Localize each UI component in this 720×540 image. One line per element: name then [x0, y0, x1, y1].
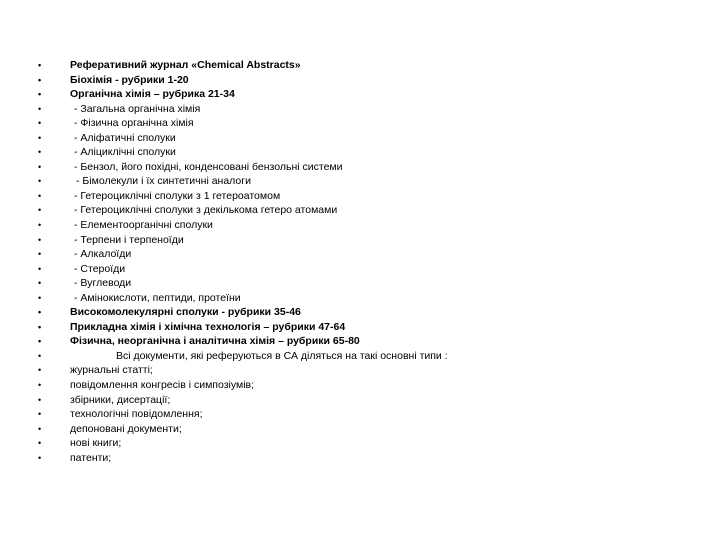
list-item [38, 276, 448, 291]
list-item [38, 102, 448, 117]
list-item-text: технологічні повідомлення; [70, 408, 203, 421]
bullet-icon: • [38, 205, 42, 216]
list-item-text: - Вуглеводи [74, 277, 132, 290]
list-item [38, 349, 448, 364]
list-item [38, 334, 448, 349]
bullet-icon: • [38, 336, 42, 347]
list-item [38, 291, 448, 306]
list-item-text: - Алкалоїди [74, 248, 132, 261]
bullet-icon: • [38, 452, 42, 463]
bullet-icon: • [38, 249, 42, 260]
list-item-text: нові книги; [70, 437, 122, 450]
bullet-icon: • [38, 60, 42, 70]
bullet-icon: • [38, 350, 42, 361]
list-item [38, 116, 448, 131]
list-item [38, 451, 448, 466]
list-item [38, 407, 448, 422]
list-item [38, 73, 448, 88]
list-item-text: - Стероїди [74, 262, 126, 275]
list-item [38, 247, 448, 262]
list-item-text: повідомлення конгресів і симпозіумів; [70, 379, 255, 392]
list-item [38, 320, 448, 335]
bullet-icon: • [38, 132, 42, 143]
bullet-icon: • [38, 394, 42, 405]
list-item-text: Фізична, неорганічна і аналітична хімія – рубрики 65-80 [70, 335, 360, 348]
bullet-icon: • [38, 321, 42, 332]
list-item-text: - Бімолекули і їх синтетичні аналоги [76, 175, 251, 188]
list-item-text: - Гетероциклічні сполуки з декількома гетеро атомами [74, 204, 338, 217]
list-item [38, 363, 448, 378]
list-item-text: Високомолекулярні сполуки - рубрики 35-46 [70, 306, 301, 319]
bullet-icon: • [38, 263, 42, 274]
list-item [38, 131, 448, 146]
list-item [38, 436, 448, 451]
list-item [38, 87, 448, 102]
list-item-text: - Гетероциклічні сполуки з 1 гетероатомом [74, 189, 281, 202]
bullet-list [38, 58, 448, 465]
list-item-text: - Загальна органічна хімія [74, 102, 201, 115]
bullet-icon: • [38, 278, 42, 289]
list-item-text: - Аліфатичні сполуки [74, 131, 176, 144]
bullet-icon: • [38, 147, 42, 158]
list-item-text: депоновані документи; [70, 422, 182, 435]
bullet-icon: • [38, 423, 42, 434]
list-item-text: Прикладна хімія і хімічна технологія – рубрики 47-64 [70, 320, 346, 333]
list-item [38, 218, 448, 233]
list-item-text: - Фізична органічна хімія [74, 117, 194, 130]
bullet-icon: • [38, 438, 42, 449]
bullet-icon: • [38, 307, 42, 318]
bullet-icon: • [38, 234, 42, 245]
list-item-text: - Бензол, його похідні, конденсовані бензольні системи [74, 160, 343, 173]
list-item [38, 233, 448, 248]
list-item-text: Реферативний журнал «Chemical Abstracts» [70, 59, 301, 71]
list-item-text: збірники, дисертації; [70, 393, 171, 406]
list-item-text: - Аліциклічні сполуки [74, 146, 176, 159]
list-item-text: - Амінокислоти, пептиди, протеїни [74, 291, 241, 304]
bullet-icon: • [38, 176, 42, 187]
list-item-text: журнальні статті; [70, 364, 153, 377]
list-item-text: патенти; [70, 451, 112, 464]
bullet-icon: • [38, 89, 42, 100]
list-item [38, 378, 448, 393]
bullet-icon: • [38, 118, 42, 129]
list-item [38, 189, 448, 204]
bullet-icon: • [38, 103, 42, 114]
bullet-icon: • [38, 380, 42, 391]
bullet-icon: • [38, 220, 42, 231]
list-item [38, 58, 448, 73]
list-item [38, 422, 448, 437]
list-item [38, 393, 448, 408]
list-item-text: - Елементоорганічні сполуки [74, 219, 213, 232]
list-item-text: Всі документи, які реферуються в СА діляться на такі основні типи : [116, 349, 448, 362]
list-item-text: Органічна хімія – рубрика 21-34 [70, 88, 235, 101]
list-item [38, 203, 448, 218]
list-item [38, 145, 448, 160]
list-item-text: Біохімія - рубрики 1-20 [70, 73, 189, 86]
bullet-icon: • [38, 190, 42, 201]
list-item [38, 174, 448, 189]
list-item [38, 305, 448, 320]
bullet-icon: • [38, 161, 42, 172]
bullet-icon: • [38, 74, 42, 85]
bullet-icon: • [38, 365, 42, 376]
bullet-icon: • [38, 409, 42, 420]
list-item-text: - Терпени і терпеноїди [74, 233, 184, 246]
list-item [38, 160, 448, 175]
list-item [38, 262, 448, 277]
bullet-icon: • [38, 292, 42, 303]
